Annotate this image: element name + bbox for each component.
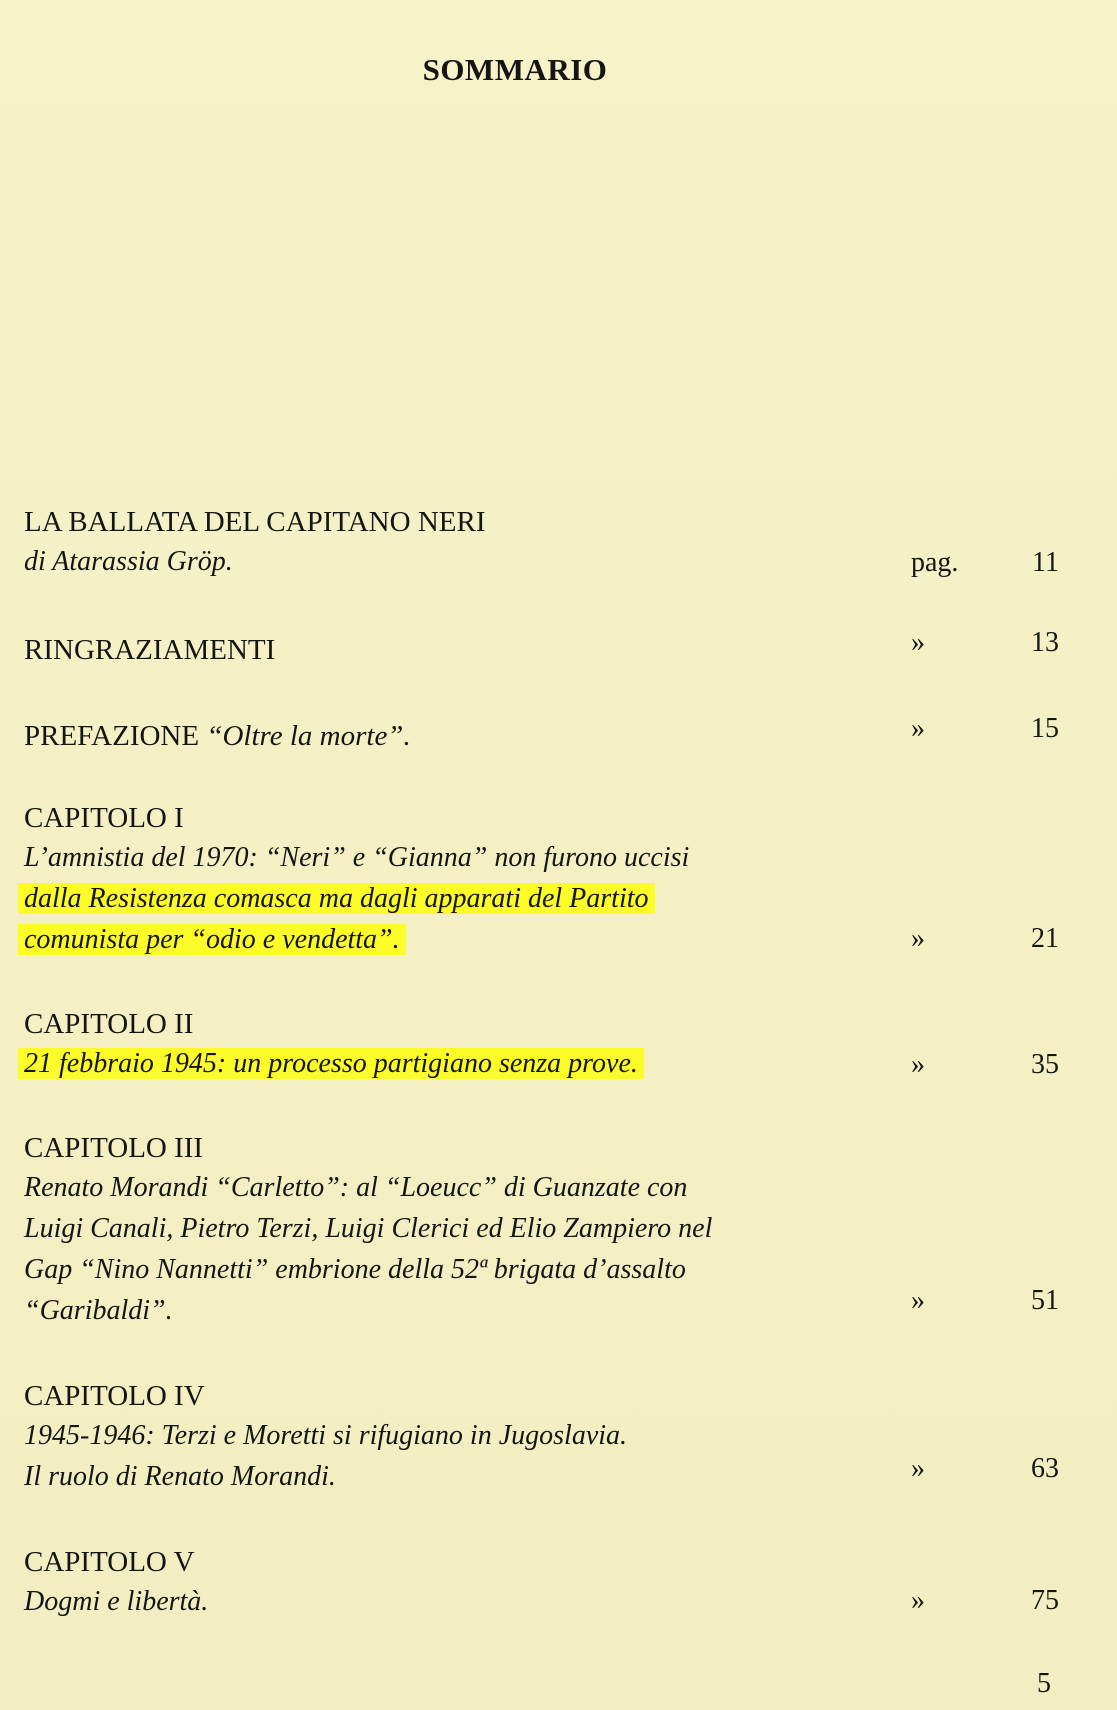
toc-line-highlighted: dalla Resistenza comasca ma dagli apparati del Partito	[24, 878, 1059, 919]
toc-line: L’amnistia del 1970: “Neri” e “Gianna” non furono uccisi	[24, 842, 690, 873]
toc-page-ref	[839, 1582, 1059, 1619]
toc-entry-prefazione	[24, 713, 1059, 755]
toc-line-highlighted: 21 febbraio 1945: un processo partigiano senza prove.	[24, 1043, 1059, 1084]
toc-line: “Garibaldi”.	[24, 1295, 173, 1326]
page-marker: »	[911, 627, 925, 658]
toc-heading: CAPITOLO I	[24, 802, 184, 834]
toc-page-ref	[839, 624, 1059, 661]
page-number: 21	[1031, 923, 1059, 954]
page-marker: »	[911, 713, 925, 744]
toc-entry-capitolo-5	[24, 1544, 1059, 1622]
page-number: 75	[1031, 1585, 1059, 1616]
toc-heading: CAPITOLO IV	[24, 1380, 205, 1412]
page-marker: »	[911, 1049, 925, 1080]
toc-line: 1945-1946: Terzi e Moretti si rifugiano in Jugoslavia.	[24, 1420, 628, 1451]
page-marker: »	[911, 1585, 925, 1616]
page-title: SOMMARIO	[422, 52, 608, 87]
toc-line: Gap “Nino Nannetti” embrione della 52ª brigata d’assalto	[24, 1254, 686, 1285]
toc-page-ref	[839, 544, 1059, 581]
page-number: 13	[1031, 627, 1059, 658]
toc-heading: CAPITOLO II	[24, 1008, 194, 1040]
page-marker: »	[911, 1285, 925, 1316]
toc-heading-italic: “Oltre la morte”.	[206, 720, 411, 752]
toc-heading: LA BALLATA DEL CAPITANO NERI	[24, 506, 486, 538]
toc-line: Luigi Canali, Pietro Terzi, Luigi Clerici ed Elio Zampiero nel	[24, 1213, 713, 1244]
toc-heading: RINGRAZIAMENTI	[24, 634, 276, 666]
page-folio: 5	[1037, 1668, 1051, 1699]
page-number: 51	[1031, 1285, 1059, 1316]
toc-entry-capitolo-3	[24, 1130, 1059, 1331]
page-marker: pag.	[911, 547, 959, 578]
toc-entry-capitolo-4	[24, 1378, 1059, 1497]
toc-line: Renato Morandi “Carletto”: al “Loeucc” di Guanzate con	[24, 1172, 688, 1203]
toc-subtitle: di Atarassia Gröp.	[24, 546, 233, 577]
toc-page-ref	[839, 1450, 1059, 1487]
toc-entry-ringraziamenti	[24, 627, 1059, 669]
toc-line: Dogmi e libertà.	[24, 1586, 209, 1617]
toc-entry-capitolo-1	[24, 800, 1059, 960]
toc-page-ref	[839, 1282, 1059, 1319]
toc-page-ref	[839, 1046, 1059, 1083]
toc-page-ref	[839, 710, 1059, 747]
page-number: 63	[1031, 1453, 1059, 1484]
toc-entry-capitolo-2	[24, 1006, 1059, 1084]
toc-entry-ballata	[24, 504, 1059, 582]
toc-heading: CAPITOLO III	[24, 1132, 204, 1164]
page-number: 11	[1032, 547, 1059, 578]
page-marker: »	[911, 923, 925, 954]
page-number: 15	[1031, 713, 1059, 744]
toc-page-ref	[839, 920, 1059, 957]
page-number: 35	[1031, 1049, 1059, 1080]
page-marker: »	[911, 1453, 925, 1484]
toc-heading: CAPITOLO V	[24, 1546, 195, 1578]
toc-line: Il ruolo di Renato Morandi.	[24, 1461, 336, 1492]
toc-line-highlighted: comunista per “odio e vendetta”.	[24, 919, 1059, 960]
toc-heading-prefix: PREFAZIONE	[24, 720, 200, 752]
